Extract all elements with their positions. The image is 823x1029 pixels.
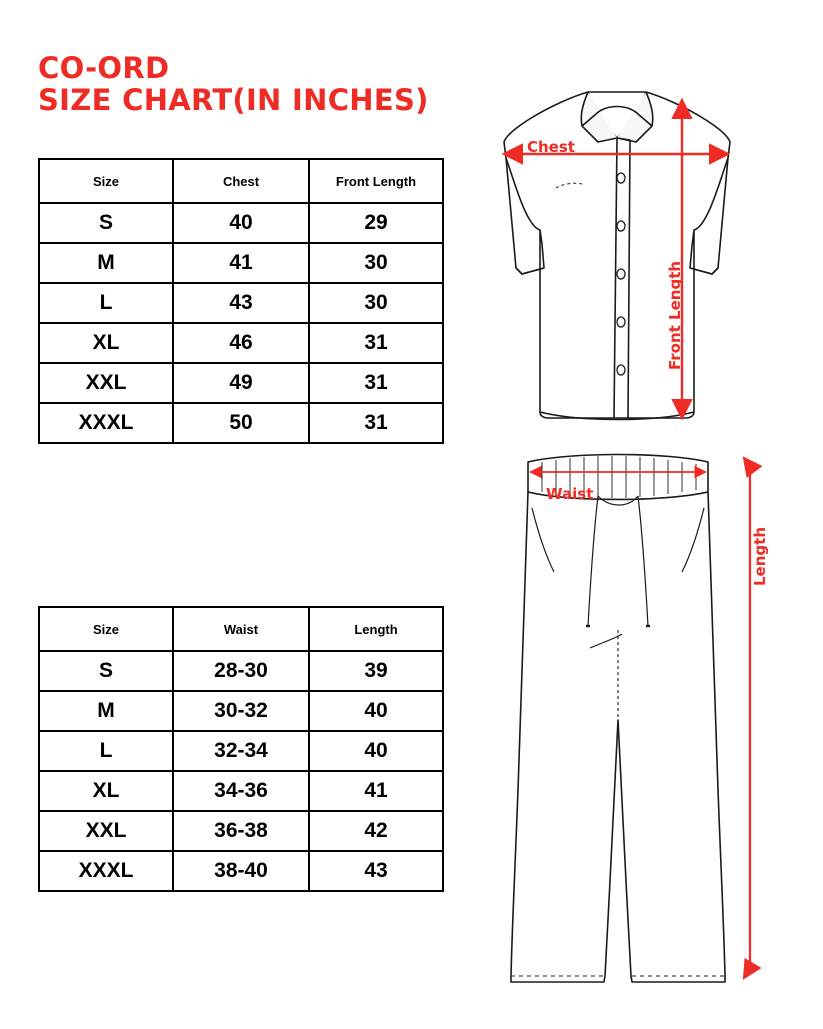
cell-size: XL	[39, 323, 173, 363]
cell-chest: 50	[173, 403, 309, 443]
column-header-front-length: Front Length	[309, 159, 443, 203]
cell-size: XXXL	[39, 403, 173, 443]
pants-illustration	[511, 455, 725, 983]
pants-length-label: Length	[751, 527, 769, 586]
cell-waist: 28-30	[173, 651, 309, 691]
cell-length: 40	[309, 731, 443, 771]
cell-size: M	[39, 691, 173, 731]
pants-size-table	[38, 606, 444, 892]
waist-label: Waist	[546, 485, 594, 503]
cell-length: 40	[309, 691, 443, 731]
table-row	[39, 283, 443, 323]
table-row	[39, 651, 443, 691]
cell-chest: 46	[173, 323, 309, 363]
cell-front-length: 30	[309, 243, 443, 283]
cell-chest: 49	[173, 363, 309, 403]
table-row	[39, 691, 443, 731]
cell-length: 42	[309, 811, 443, 851]
cell-size: XXL	[39, 811, 173, 851]
cell-length: 39	[309, 651, 443, 691]
table-row	[39, 403, 443, 443]
column-header-chest: Chest	[173, 159, 309, 203]
title-line-2: SIZE CHART(IN INCHES)	[38, 83, 429, 117]
cell-front-length: 29	[309, 203, 443, 243]
table-row	[39, 731, 443, 771]
table-row	[39, 851, 443, 891]
cell-size: L	[39, 731, 173, 771]
garment-illustrations	[470, 30, 815, 1005]
table-row	[39, 811, 443, 851]
cell-size: XXXL	[39, 851, 173, 891]
cell-chest: 43	[173, 283, 309, 323]
cell-front-length: 31	[309, 323, 443, 363]
table-row	[39, 363, 443, 403]
column-header-size: Size	[39, 607, 173, 651]
cell-front-length: 30	[309, 283, 443, 323]
cell-waist: 30-32	[173, 691, 309, 731]
table-row	[39, 243, 443, 283]
column-header-length: Length	[309, 607, 443, 651]
title-line-1: CO-ORD	[38, 51, 170, 85]
cell-front-length: 31	[309, 403, 443, 443]
cell-waist: 38-40	[173, 851, 309, 891]
cell-size: XXL	[39, 363, 173, 403]
column-header-size: Size	[39, 159, 173, 203]
cell-size: M	[39, 243, 173, 283]
shirt-size-table	[38, 158, 444, 444]
page-title	[38, 52, 468, 116]
cell-chest: 40	[173, 203, 309, 243]
cell-waist: 32-34	[173, 731, 309, 771]
garment-diagram-svg	[470, 30, 815, 1005]
cell-waist: 34-36	[173, 771, 309, 811]
table-header-row	[39, 159, 443, 203]
cell-length: 43	[309, 851, 443, 891]
front-length-label: Front Length	[666, 260, 684, 370]
cell-front-length: 31	[309, 363, 443, 403]
cell-waist: 36-38	[173, 811, 309, 851]
cell-length: 41	[309, 771, 443, 811]
pants-length-measure-arrow	[744, 458, 750, 978]
cell-size: S	[39, 203, 173, 243]
cell-chest: 41	[173, 243, 309, 283]
chest-label: Chest	[527, 138, 575, 156]
cell-size: S	[39, 651, 173, 691]
cell-size: L	[39, 283, 173, 323]
column-header-waist: Waist	[173, 607, 309, 651]
cell-size: XL	[39, 771, 173, 811]
table-row	[39, 771, 443, 811]
table-row	[39, 203, 443, 243]
table-header-row	[39, 607, 443, 651]
table-row	[39, 323, 443, 363]
